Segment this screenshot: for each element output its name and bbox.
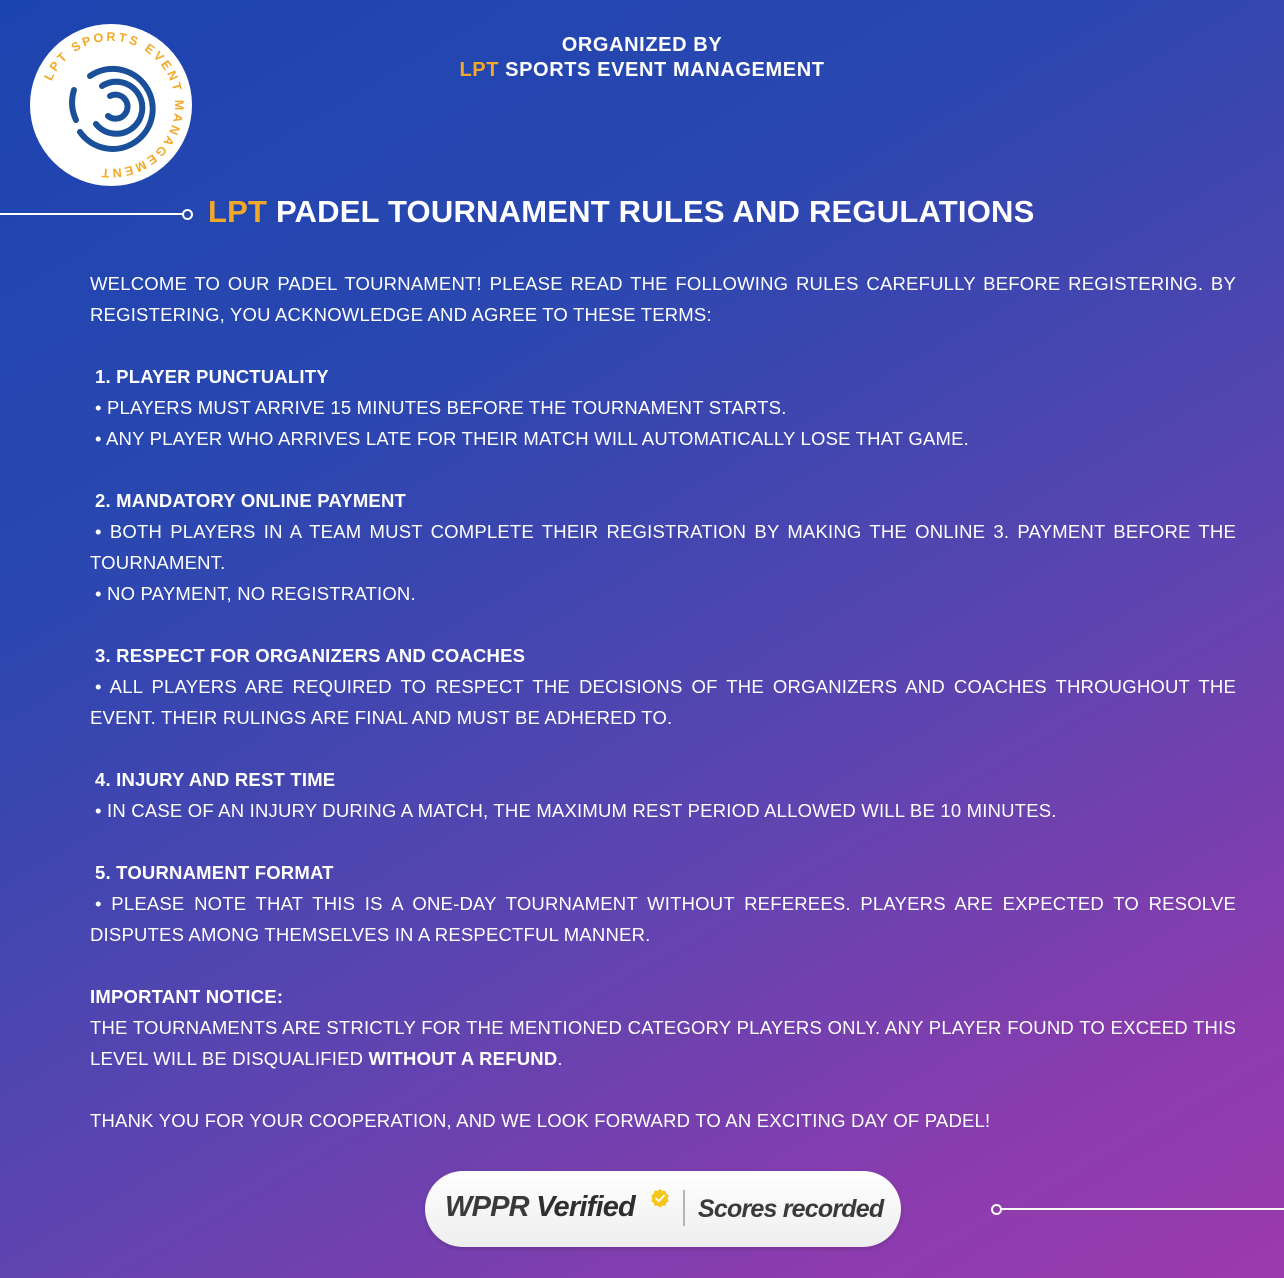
rules-content [90,268,1236,1136]
bullet-item: • NO PAYMENT, NO REGISTRATION. [95,583,416,604]
section-injury [90,764,1236,826]
page-title [208,193,1268,231]
title-divider-dot [182,209,193,220]
organizer-accent: LPT [459,59,500,81]
section-respect [90,640,1236,733]
organizer-name [0,58,1284,83]
bullet-item: • IN CASE OF AN INJURY DURING A MATCH, THE MAXIMUM REST PERIOD ALLOWED WILL BE 10 MINUTES. [95,800,1057,821]
organizer-rest: SPORTS EVENT MANAGEMENT [499,59,825,81]
badge-brand [445,1191,635,1224]
bullet-item: • BOTH PLAYERS IN A TEAM MUST COMPLETE THEIR REGISTRATION BY MAKING THE ONLINE 3. PAYMENT BEFORE THE TOURNAMENT. [90,521,1236,573]
badge-verified-label: Verified [536,1191,635,1223]
title-divider-line [0,213,184,215]
badge-scores-label: Scores recorded [698,1195,884,1223]
intro-text: WELCOME TO OUR PADEL TOURNAMENT! PLEASE READ THE FOLLOWING RULES CAREFULLY BEFORE REGISTERING. BY REGISTERING, YOU ACKNOWLEDGE AND AGREE TO THESE TERMS: [90,273,1236,325]
logo-ring-text: LPT SPORTS EVENT MANAGEMENT [41,29,187,181]
section-title: 2. MANDATORY ONLINE PAYMENT [95,490,407,511]
notice-text [90,1012,1236,1074]
important-notice [90,981,1236,1074]
notice-body: THE TOURNAMENTS ARE STRICTLY FOR THE MENTIONED CATEGORY PLAYERS ONLY. ANY PLAYER FOUND TO EXCEED THIS LEVEL WILL BE DISQUALIFIED [90,1017,1236,1069]
verified-check-icon [650,1188,670,1208]
closing-text: THANK YOU FOR YOUR COOPERATION, AND WE LOOK FORWARD TO AN EXCITING DAY OF PADEL! [90,1110,991,1131]
section-title: 5. TOURNAMENT FORMAT [95,862,334,883]
section-title: 4. INJURY AND REST TIME [95,769,336,790]
notice-bold: WITHOUT A REFUND [368,1048,558,1069]
section-format [90,857,1236,950]
bullet-item: • ALL PLAYERS ARE REQUIRED TO RESPECT THE DECISIONS OF THE ORGANIZERS AND COACHES THROUGHOUT THE EVENT. THEIR RULINGS ARE FINAL AND MUST BE ADHERED TO. [90,676,1236,728]
organizer-heading [0,33,1284,83]
notice-title: IMPORTANT NOTICE: [90,986,284,1007]
badge-divider [683,1190,685,1226]
organized-by-label: ORGANIZED BY [561,34,723,56]
bottom-divider-line [1000,1208,1284,1210]
section-payment [90,485,1236,609]
badge-brand-name: WPPR [445,1191,529,1223]
notice-end: . [557,1048,563,1069]
bullet-item: • ANY PLAYER WHO ARRIVES LATE FOR THEIR MATCH WILL AUTOMATICALLY LOSE THAT GAME. [95,428,970,449]
title-accent: LPT [208,194,268,229]
title-rest: PADEL TOURNAMENT RULES AND REGULATIONS [267,194,1035,229]
wppr-verified-badge [425,1171,901,1247]
bullet-item: • PLEASE NOTE THAT THIS IS A ONE-DAY TOURNAMENT WITHOUT REFEREES. PLAYERS ARE EXPECTED TO RESOLVE DISPUTES AMONG THEMSELVES IN A RESPECTFUL MANNER. [90,893,1236,945]
section-punctuality [90,361,1236,454]
section-title: 1. PLAYER PUNCTUALITY [95,366,329,387]
bullet-item: • PLAYERS MUST ARRIVE 15 MINUTES BEFORE THE TOURNAMENT STARTS. [95,397,787,418]
section-title: 3. RESPECT FOR ORGANIZERS AND COACHES [95,645,526,666]
